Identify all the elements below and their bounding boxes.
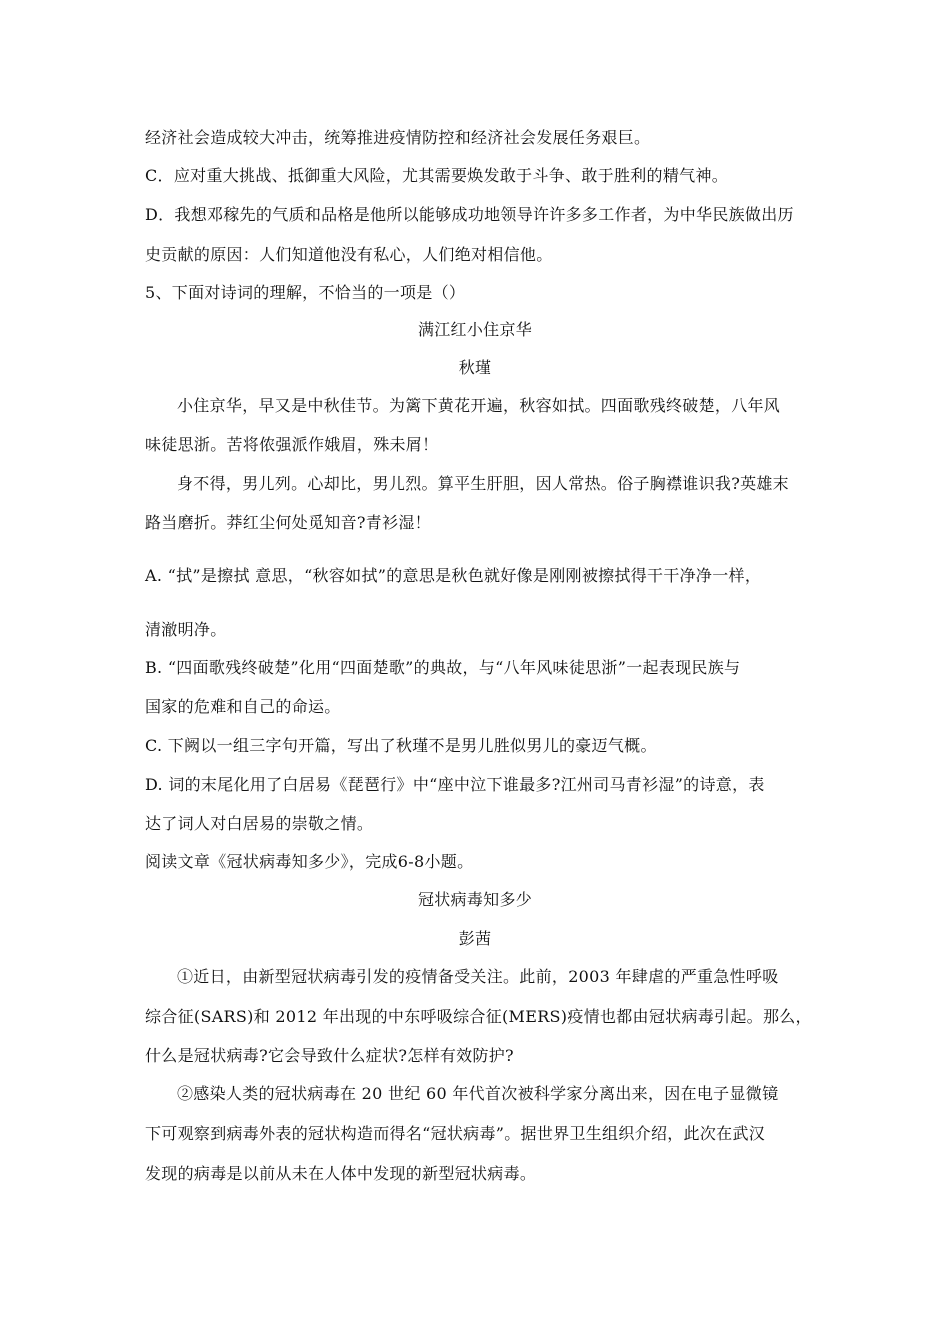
article-p1-line2: 综合征(SARS)和 2012 年出现的中东呼吸综合征(MERS)疫情也都由冠状病毒引起。那么， <box>145 1007 812 1026</box>
q4-option-c: C．应对重大挑战、抵御重大风险，尤其需要焕发敢于斗争、敢于胜利的精气神。 <box>145 166 729 185</box>
poem-stanza2-line2: 路当磨折。莽红尘何处觅知音?青衫湿！ <box>145 513 431 532</box>
q5-option-d-line1: D. 词的末尾化用了白居易《琵琶行》中“座中泣下谁最多?江州司马青衫湿”的诗意，表 <box>145 775 765 794</box>
poem-stanza2-line1: 身不得，男儿列。心却比，男儿烈。算平生肝胆，因人常热。俗子胸襟谁识我?英雄末 <box>177 474 789 493</box>
article-p1-line3: 什么是冠状病毒?它会导致什么症状?怎样有效防护? <box>145 1046 514 1065</box>
reading-instruction: 阅读文章《冠状病毒知多少》，完成6-8小题。 <box>145 852 474 871</box>
poem-stanza1-line2: 味徒思浙。苦将侬强派作娥眉，殊未屑！ <box>145 435 439 454</box>
article-p2-line1: ②感染人类的冠状病毒在 20 世纪 60 年代首次被科学家分离出来，因在电子显微镜 <box>177 1084 779 1103</box>
q5-option-a-line2: 清澈明净。 <box>145 620 227 639</box>
q4-option-d-line2: 史贡献的原因：人们知道他没有私心，人们绝对相信他。 <box>145 245 553 264</box>
q5-stem: 5、下面对诗词的理解，不恰当的一项是（） <box>145 283 466 302</box>
poem-author: 秋瑾 <box>458 358 492 377</box>
q5-option-d-line2: 达了词人对白居易的崇敬之情。 <box>145 814 374 833</box>
q4-option-d-line1: D．我想邓稼先的气质和品格是他所以能够成功地领导许许多多工作者，为中华民族做出历 <box>145 205 794 224</box>
article-p2-line2: 下可观察到病毒外表的冠状构造而得名“冠状病毒”。据世界卫生组织介绍，此次在武汉 <box>145 1124 766 1143</box>
q5-option-b-line2: 国家的危难和自己的命运。 <box>145 697 341 716</box>
q4-continuation-line: 经济社会造成较大冲击，统筹推进疫情防控和经济社会发展任务艰巨。 <box>145 128 651 147</box>
article-title: 冠状病毒知多少 <box>417 890 533 909</box>
article-author: 彭茜 <box>458 929 492 948</box>
article-p1-line1: ①近日，由新型冠状病毒引发的疫情备受关注。此前，2003 年肆虐的严重急性呼吸 <box>177 967 779 986</box>
poem-title: 满江红小住京华 <box>417 320 533 339</box>
q5-option-b-line1: B. “四面歌残终破楚”化用“四面楚歌”的典故，与“八年风味徒思浙”一起表现民族与 <box>145 658 741 677</box>
poem-stanza1-line1: 小住京华，早又是中秋佳节。为篱下黄花开遍，秋容如拭。四面歌残终破楚，八年风 <box>177 396 781 415</box>
article-p2-line3: 发现的病毒是以前从未在人体中发现的新型冠状病毒。 <box>145 1164 537 1183</box>
q5-option-c: C. 下阙以一组三字句开篇，写出了秋瑾不是男儿胜似男儿的豪迈气概。 <box>145 736 657 755</box>
q5-option-a-line1: A. “拭”是擦拭 意思，“秋容如拭”的意思是秋色就好像是刚刚被擦拭得干干净净一样， <box>145 566 762 585</box>
